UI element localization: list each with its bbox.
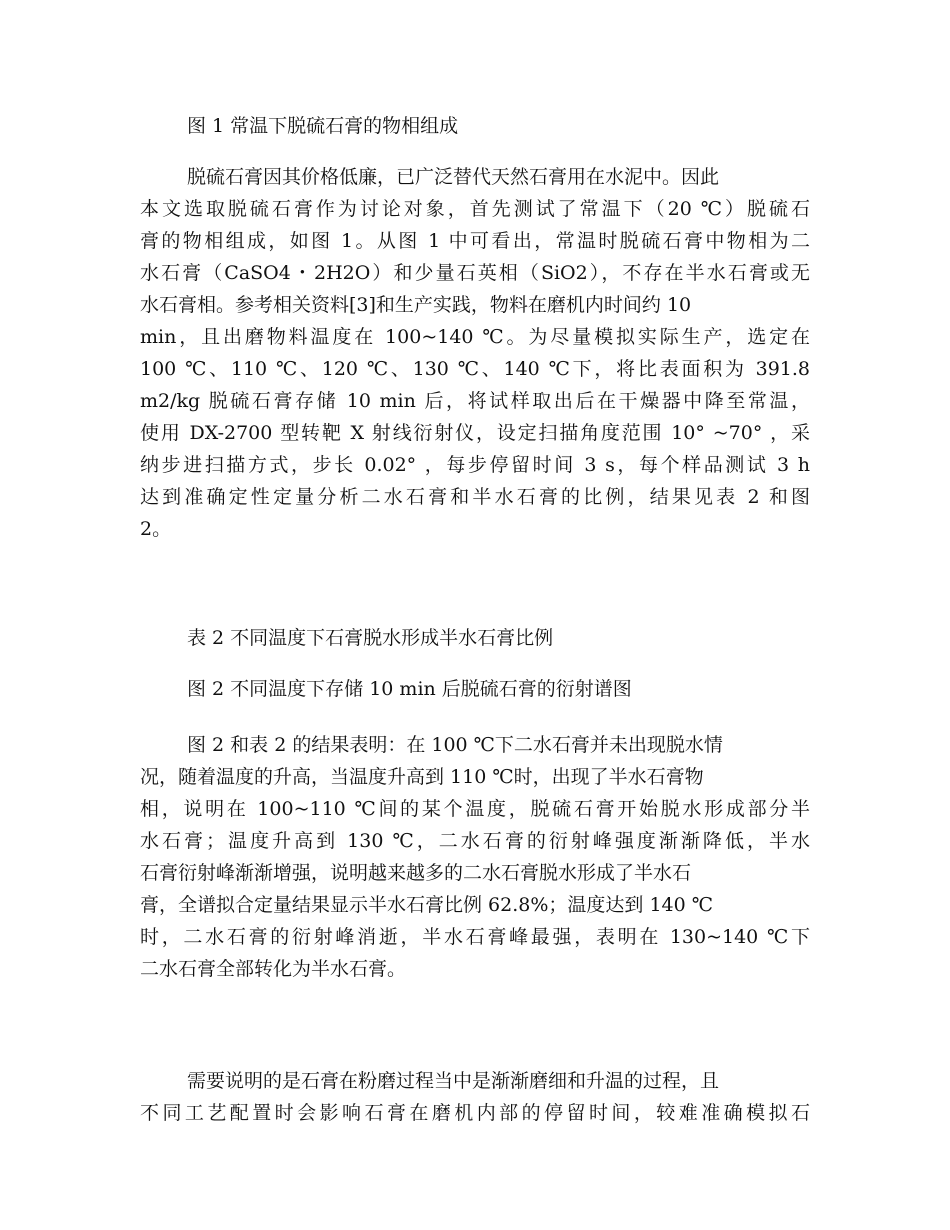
paragraph-line: 本文选取脱硫石膏作为讨论对象，首先测试了常温下（20 ℃）脱硫石 — [140, 198, 810, 220]
paragraph-line: 使用 DX-2700 型转靶 X 射线衍射仪，设定扫描角度范围 10° ~70° ，采 — [140, 422, 810, 444]
paragraph-line: 水石膏相。参考相关资料[3]和生产实践，物料在磨机内时间约 10 — [140, 294, 692, 316]
paragraph-line: 二水石膏全部转化为半水石膏。 — [140, 958, 407, 980]
paragraph-line: 纳步进扫描方式，步长 0.02° ，每步停留时间 3 s，每个样品测试 3 h — [140, 454, 810, 476]
paragraph-line: 相，说明在 100~110 ℃间的某个温度，脱硫石膏开始脱水形成部分半 — [140, 798, 810, 820]
paragraph-line: 需要说明的是石膏在粉磨过程当中是渐渐磨细和升温的过程，且 — [187, 1070, 720, 1092]
paragraph-line: 水石膏（CaSO4・2H2O）和少量石英相（SiO2），不存在半水石膏或无 — [140, 262, 810, 284]
paragraph-line: 2。 — [140, 518, 172, 540]
paragraph-line: 膏，全谱拟合定量结果显示半水石膏比例 62.8%；温度达到 140 ℃ — [140, 894, 713, 916]
paragraph-line: 脱硫石膏因其价格低廉，已广泛替代天然石膏用在水泥中。因此 — [187, 166, 720, 188]
figure-1-caption: 图 1 常温下脱硫石膏的物相组成 — [187, 115, 459, 137]
paragraph-line: 况，随着温度的升高，当温度升高到 110 ℃时，出现了半水石膏物 — [140, 766, 704, 788]
paragraph-line: 图 2 和表 2 的结果表明：在 100 ℃下二水石膏并未出现脱水情 — [187, 734, 723, 756]
paragraph-line: 时，二水石膏的衍射峰消逝，半水石膏峰最强，表明在 130~140 ℃下 — [140, 926, 810, 948]
paragraph-3 — [140, 1065, 810, 1129]
paragraph-line: m2/kg 脱硫石膏存储 10 min 后，将试样取出后在干燥器中降至常温， — [140, 390, 810, 412]
figure-2-caption: 图 2 不同温度下存储 10 min 后脱硫石膏的衍射谱图 — [187, 678, 632, 700]
paragraph-line: 100 ℃、110 ℃、120 ℃、130 ℃、140 ℃下，将比表面积为 391.8 — [140, 358, 810, 380]
paragraph-line: 达到准确定性定量分析二水石膏和半水石膏的比例，结果见表 2 和图 — [140, 486, 810, 508]
paragraph-line: 膏的物相组成，如图 1。从图 1 中可看出，常温时脱硫石膏中物相为二 — [140, 230, 810, 252]
paragraph-line: 水石膏；温度升高到 130 ℃，二水石膏的衍射峰强度渐渐降低，半水 — [140, 830, 810, 852]
paragraph-line: 不同工艺配置时会影响石膏在磨机内部的停留时间，较难准确模拟石 — [140, 1102, 810, 1124]
paragraph-line: 石膏衍射峰渐渐增强，说明越来越多的二水石膏脱水形成了半水石 — [140, 862, 692, 884]
paragraph-line: min，且出磨物料温度在 100~140 ℃。为尽量模拟实际生产，选定在 — [140, 326, 810, 348]
paragraph-1 — [140, 161, 810, 545]
table-2-caption: 表 2 不同温度下石膏脱水形成半水石膏比例 — [187, 627, 554, 649]
paragraph-2 — [140, 729, 810, 985]
